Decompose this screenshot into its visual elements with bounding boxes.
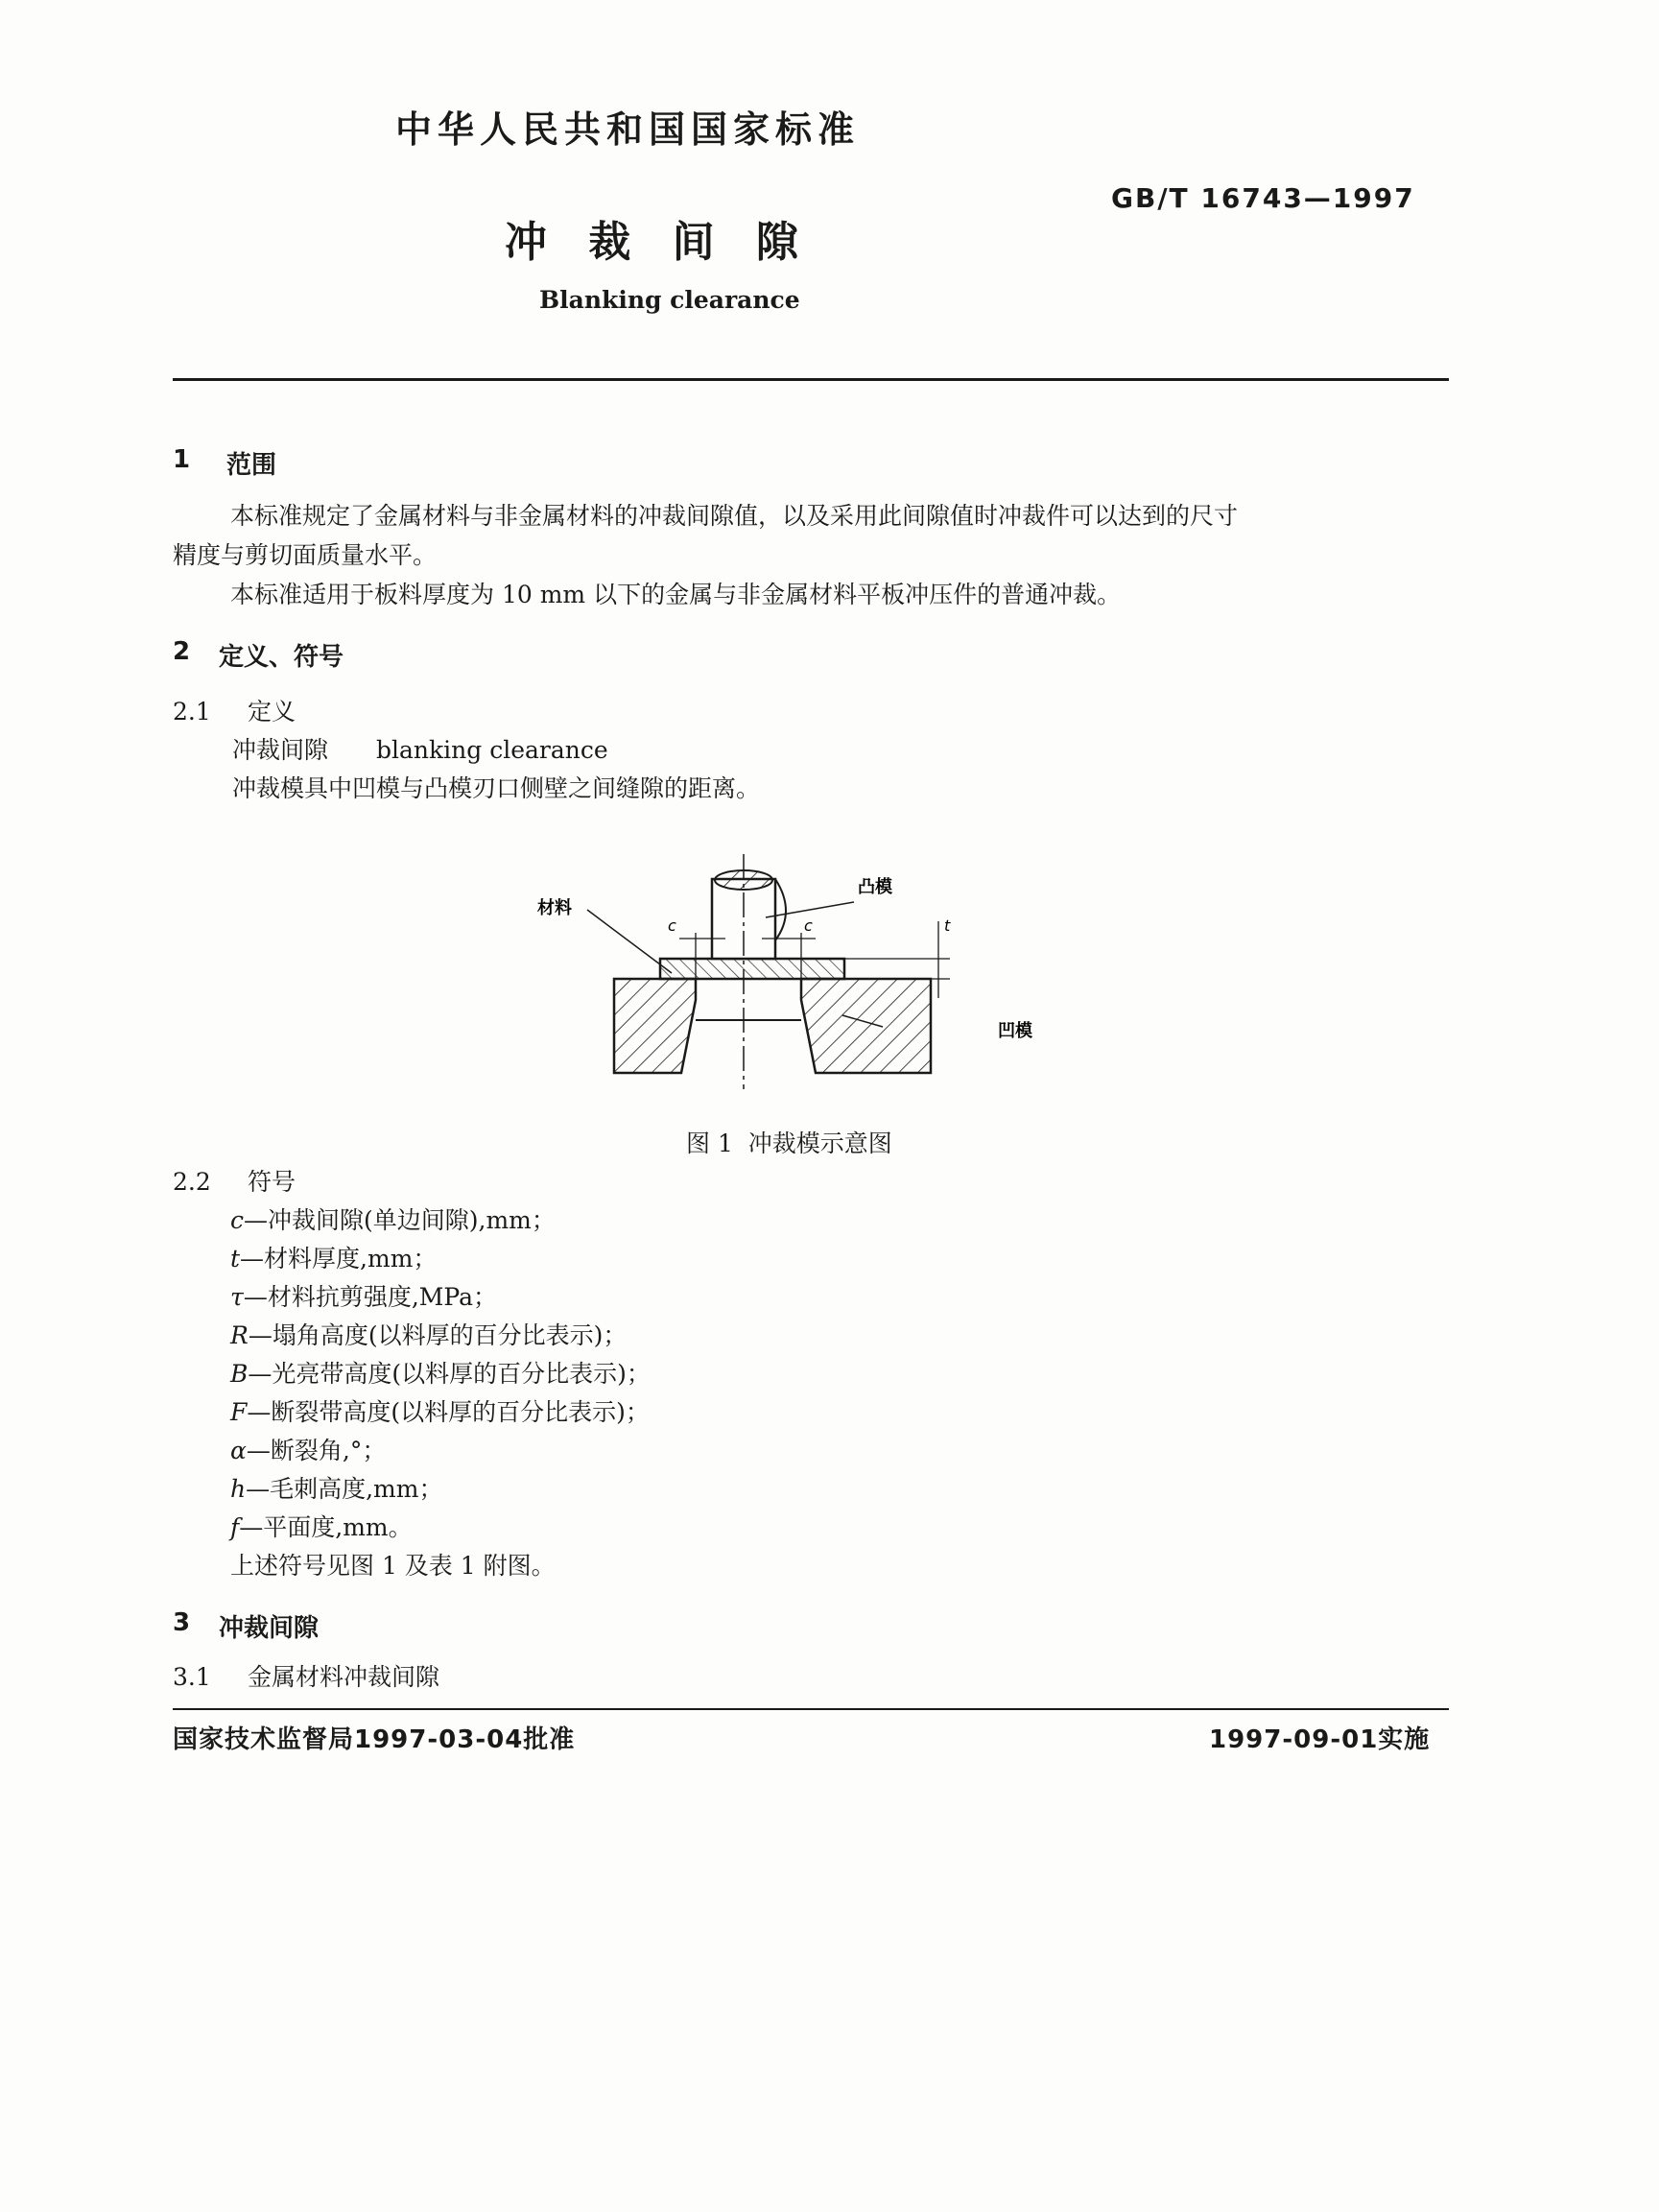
symbol-letter: t [230,1245,241,1272]
thickness-t-label: t [944,916,951,935]
symbol-item [230,1355,651,1390]
subsection-2-2-number: 2.2 [173,1168,211,1196]
symbol-letter: h [230,1475,247,1503]
subsection-2-2-heading: 符号 [248,1168,296,1196]
term-zh: 冲裁间隙 [232,736,329,764]
symbol-description: —冲裁间隙(单边间隙),mm； [244,1206,556,1234]
symbol-letter: τ [230,1283,244,1311]
symbol-description: —材料厚度,mm； [240,1245,438,1272]
symbol-item [230,1317,627,1351]
symbol-item [230,1240,437,1274]
subsection-2-1-number: 2.1 [173,698,211,725]
term-en: blanking clearance [376,736,608,764]
subsection-3-1-heading: 金属材料冲裁间隙 [248,1663,440,1691]
clearance-c-left-label: c [668,916,676,935]
footer-rule [173,1708,1449,1710]
symbol-letter: R [230,1321,249,1349]
section-1-number: 1 [173,445,191,474]
section-1-para1-line1: 本标准规定了金属材料与非金属材料的冲裁间隙值，以及采用此间隙值时冲裁件可以达到的尺寸 [230,502,1239,530]
header-rule [173,378,1449,381]
symbol-item [230,1278,497,1313]
subsection-2-1-heading: 定义 [248,698,296,725]
symbol-item [230,1509,413,1543]
section-3-number: 3 [173,1608,191,1637]
document-title-en: Blanking clearance [539,286,800,314]
symbol-item [230,1201,556,1236]
symbol-description: —平面度,mm。 [239,1513,413,1541]
symbol-letter: c [230,1206,245,1234]
die-label: 凹模 [998,1021,1032,1041]
standard-code: GB/T 16743—1997 [1111,182,1415,214]
figure-1-caption: 图 1 冲裁模示意图 [686,1130,892,1157]
clearance-c-right-label: c [804,916,813,935]
section-2-heading: 定义、符号 [219,643,344,672]
section-1-para1-line2: 精度与剪切面质量水平。 [173,541,438,569]
subsection-3-1-number: 3.1 [173,1663,211,1691]
symbol-letter: B [230,1360,249,1388]
symbol-description: —断裂角,°； [246,1437,387,1464]
die-right-block [801,979,931,1073]
term-definition: 冲裁模具中凹模与凸模刃口侧壁之间缝隙的距离。 [232,774,761,802]
material-sheet [660,959,844,979]
symbol-description: —塌角高度(以料厚的百分比表示)； [248,1321,628,1349]
symbols-note: 上述符号见图 1 及表 1 附图。 [230,1552,556,1580]
punch-label: 凸模 [858,877,892,897]
symbol-letter: α [230,1437,247,1464]
symbol-item [230,1470,442,1505]
material-label: 材料 [537,898,572,918]
symbol-item [230,1393,650,1428]
section-1-heading: 范围 [226,451,277,480]
figure-1-blanking-die-diagram [537,844,1075,1094]
effective-date: 1997-09-01实施 [1209,1725,1431,1754]
approval-date: 国家技术监督局1997-03-04批准 [173,1725,576,1754]
section-1-para2: 本标准适用于板料厚度为 10 mm 以下的金属与非金属材料平板冲压件的普通冲裁。 [230,581,1122,608]
section-2-number: 2 [173,637,191,666]
national-standard-label: 中华人民共和国国家标准 [395,108,861,151]
document-title: 冲 裁 间 隙 [505,218,812,267]
symbol-description: —光亮带高度(以料厚的百分比表示)； [248,1360,651,1388]
symbol-item [230,1432,386,1466]
section-3-heading: 冲裁间隙 [219,1614,320,1643]
die-left-block [614,979,696,1073]
symbol-description: —材料抗剪强度,MPa； [243,1283,497,1311]
symbol-description: —断裂带高度(以料厚的百分比表示)； [247,1398,650,1426]
symbol-description: —毛刺高度,mm； [246,1475,443,1503]
symbol-letter: f [230,1513,240,1541]
symbol-letter: F [230,1398,248,1426]
